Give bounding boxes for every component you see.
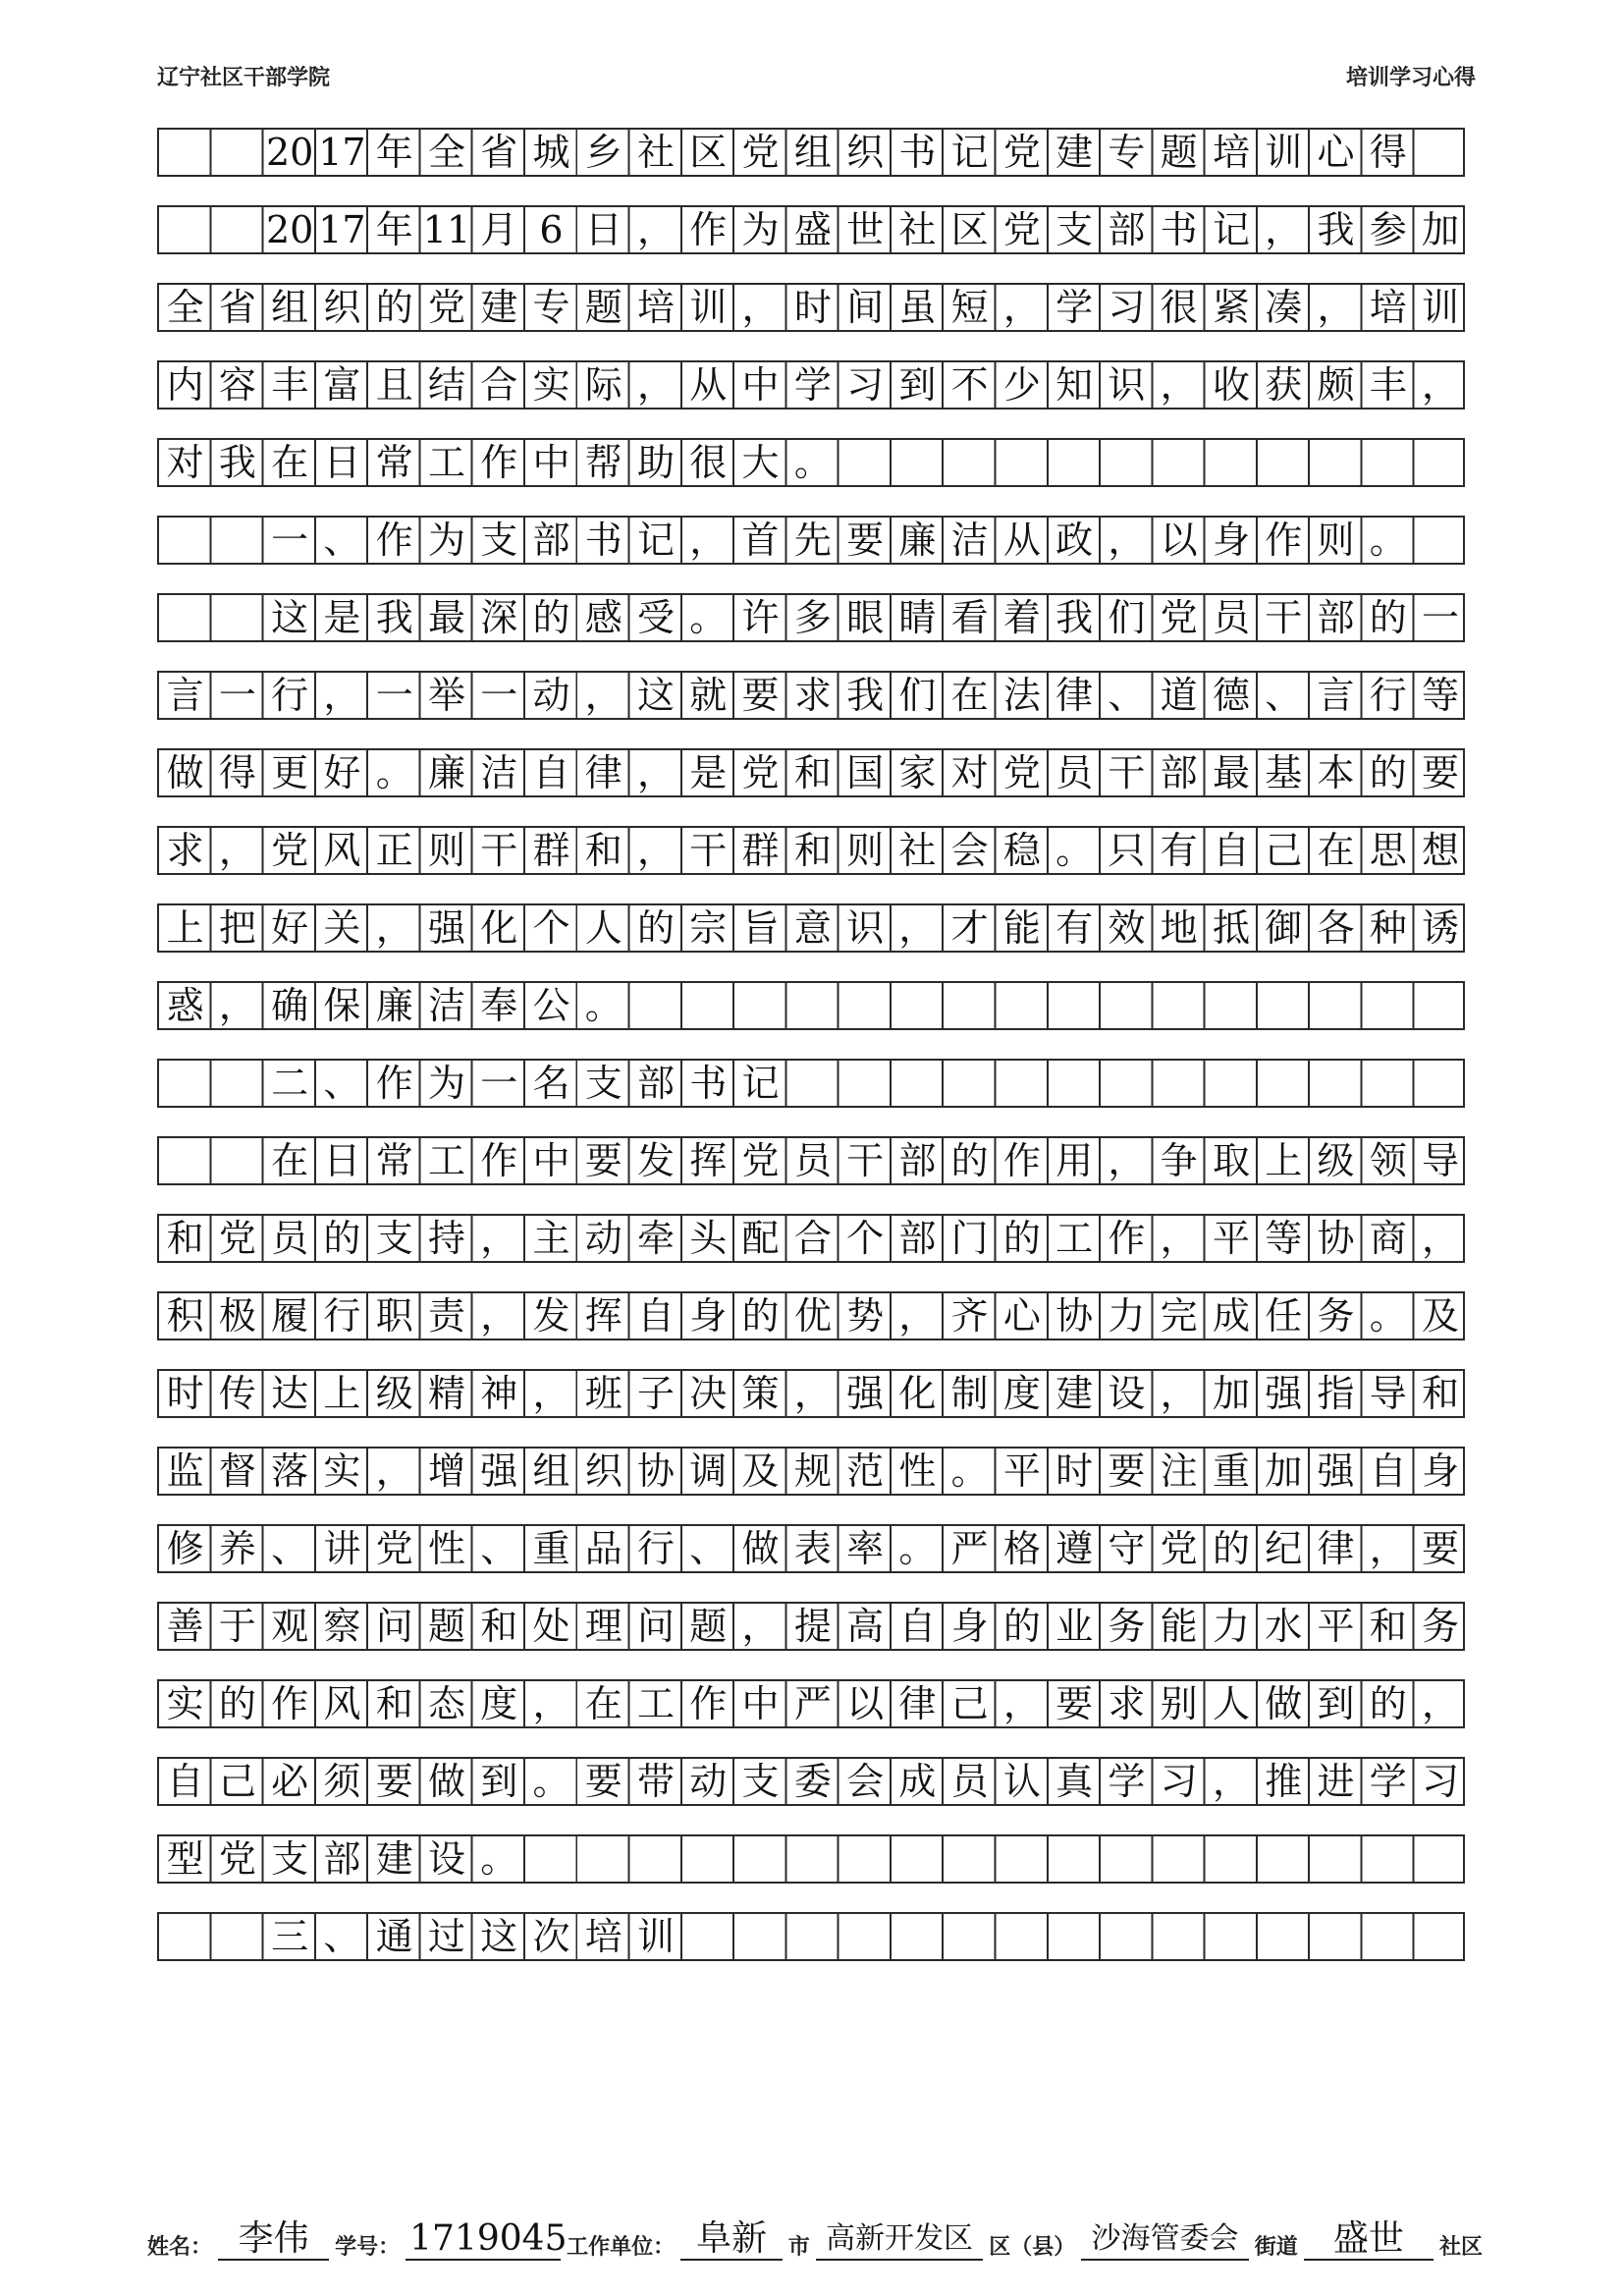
name-label: 姓名： — [147, 2235, 213, 2260]
footer-info — [147, 2219, 1483, 2261]
grid-row — [157, 1834, 1465, 1884]
grid-row — [157, 671, 1465, 720]
community-value: 盛世 — [1304, 2219, 1434, 2261]
district-value: 高新开发区 — [816, 2219, 983, 2261]
institution-header: 辽宁社区干部学院 — [157, 66, 331, 90]
essay-line: 上 把 好 关 ， 强 化 个 人 的 宗 旨 意 识 ， 才 能 有 效 地 抵 御 各 种 诱 — [166, 906, 1460, 950]
essay-line: 修 养 、 讲 党 性 、 重 品 行 、 做 表 率 。 严 格 遵 守 党 的 纪 律 ， 要 — [166, 1527, 1460, 1570]
form-type-header: 培训学习心得 — [1345, 66, 1476, 90]
community-label: 社区 — [1438, 2235, 1483, 2260]
essay-line: 言 一 行 ， 一 举 一 动 ， 这 就 要 求 我 们 在 法 律 、 道 德 、 言 行 等 — [166, 674, 1460, 717]
essay-line: 监 督 落 实 ， 增 强 组 织 协 调 及 规 范 性 。 平 时 要 注 重 加 强 自 身 — [166, 1449, 1460, 1493]
grid-row — [157, 748, 1465, 797]
essay-line: 积 极 履 行 职 责 ， 发 挥 自 身 的 优 势 ， 齐 心 协 力 完 成 任 务 。 及 — [166, 1294, 1460, 1338]
street-label: 街道 — [1254, 2235, 1298, 2260]
grid-row — [157, 1059, 1465, 1108]
essay-line: 对 我 在 日 常 工 作 中 帮 助 很 大 。 — [166, 441, 832, 484]
street-value: 沙海管委会 — [1081, 2219, 1248, 2261]
name-value: 李伟 — [218, 2219, 329, 2261]
essay-line: 全 省 组 织 的 党 建 专 题 培 训 ， 时 间 虽 短 ， 学 习 很 紧 凑 ， 培 训 — [166, 286, 1460, 329]
essay-line: 和 党 员 的 支 持 ， 主 动 牵 头 配 合 个 部 门 的 工 作 ， 平 等 协 商 ， — [166, 1217, 1460, 1260]
grid-row — [157, 516, 1465, 565]
essay-line: 一 、 作 为 支 部 书 记 ， 首 先 要 廉 洁 从 政 ， 以 身 作 则 。 — [271, 519, 1407, 562]
essay-line: 20 17 年 11 月 6 日 ， 作 为 盛 世 社 区 党 支 部 书 记 ， 我 参 加 — [265, 208, 1460, 251]
grid-row — [157, 1369, 1465, 1418]
essay-line: 在 日 常 工 作 中 要 发 挥 党 员 干 部 的 作 用 ， 争 取 上 级 领 导 — [271, 1139, 1460, 1182]
student-id-label: 学号： — [335, 2235, 401, 2260]
grid-row — [157, 826, 1465, 875]
essay-line: 20 17 年 全 省 城 乡 社 区 党 组 织 书 记 党 建 专 题 培 训 心 得 — [265, 131, 1407, 174]
essay-line: 型 党 支 部 建 设 。 — [166, 1837, 518, 1881]
essay-line: 惑 ， 确 保 廉 洁 奉 公 。 — [166, 984, 622, 1027]
grid-row — [157, 1291, 1465, 1340]
grid-row — [157, 1679, 1465, 1728]
grid-row — [157, 1602, 1465, 1651]
writing-grid — [157, 128, 1465, 1990]
grid-row — [157, 205, 1465, 254]
city-value: 阜新 — [680, 2219, 783, 2261]
city-label: 市 — [787, 2235, 810, 2260]
essay-line: 这 是 我 最 深 的 感 受 。 许 多 眼 睛 看 着 我 们 党 员 干 部 的 一 — [271, 596, 1460, 639]
essay-line: 求 ， 党 风 正 则 干 群 和 ， 干 群 和 则 社 会 稳 。 只 有 自 己 在 思 想 — [166, 829, 1460, 872]
grid-row — [157, 360, 1465, 410]
grid-row — [157, 1757, 1465, 1806]
essay-line: 自 己 必 须 要 做 到 。 要 带 动 支 委 会 成 员 认 真 学 习 ， 推 进 学 习 — [166, 1760, 1460, 1803]
grid-row — [157, 1447, 1465, 1496]
district-label: 区（县） — [989, 2235, 1076, 2260]
essay-line: 内 容 丰 富 且 结 合 实 际 ， 从 中 学 习 到 不 少 知 识 ， 收 获 颇 丰 ， — [166, 363, 1460, 407]
essay-line: 三 、 通 过 这 次 培 训 — [271, 1915, 676, 1958]
essay-line: 善 于 观 察 问 题 和 处 理 问 题 ， 提 高 自 身 的 业 务 能 力 水 平 和 务 — [166, 1605, 1460, 1648]
grid-row — [157, 1912, 1465, 1961]
essay-line: 做 得 更 好 。 廉 洁 自 律 ， 是 党 和 国 家 对 党 员 干 部 最 基 本 的 要 — [166, 751, 1460, 794]
grid-row — [157, 903, 1465, 953]
essay-line: 二 、 作 为 一 名 支 部 书 记 — [271, 1062, 780, 1105]
grid-row — [157, 128, 1465, 177]
grid-row — [157, 1214, 1465, 1263]
work-unit-label: 工作单位： — [567, 2235, 676, 2260]
grid-row — [157, 283, 1465, 332]
grid-row — [157, 1524, 1465, 1573]
grid-row — [157, 438, 1465, 487]
essay-line: 时 传 达 上 级 精 神 ， 班 子 决 策 ， 强 化 制 度 建 设 ， 加 强 指 导 和 — [166, 1372, 1460, 1415]
grid-row — [157, 1136, 1465, 1185]
grid-row — [157, 593, 1465, 642]
student-id-value: 1719045 — [406, 2219, 561, 2261]
essay-line: 实 的 作 风 和 态 度 ， 在 工 作 中 严 以 律 己 ， 要 求 别 人 做 到 的 ， — [166, 1682, 1460, 1725]
grid-row — [157, 981, 1465, 1030]
